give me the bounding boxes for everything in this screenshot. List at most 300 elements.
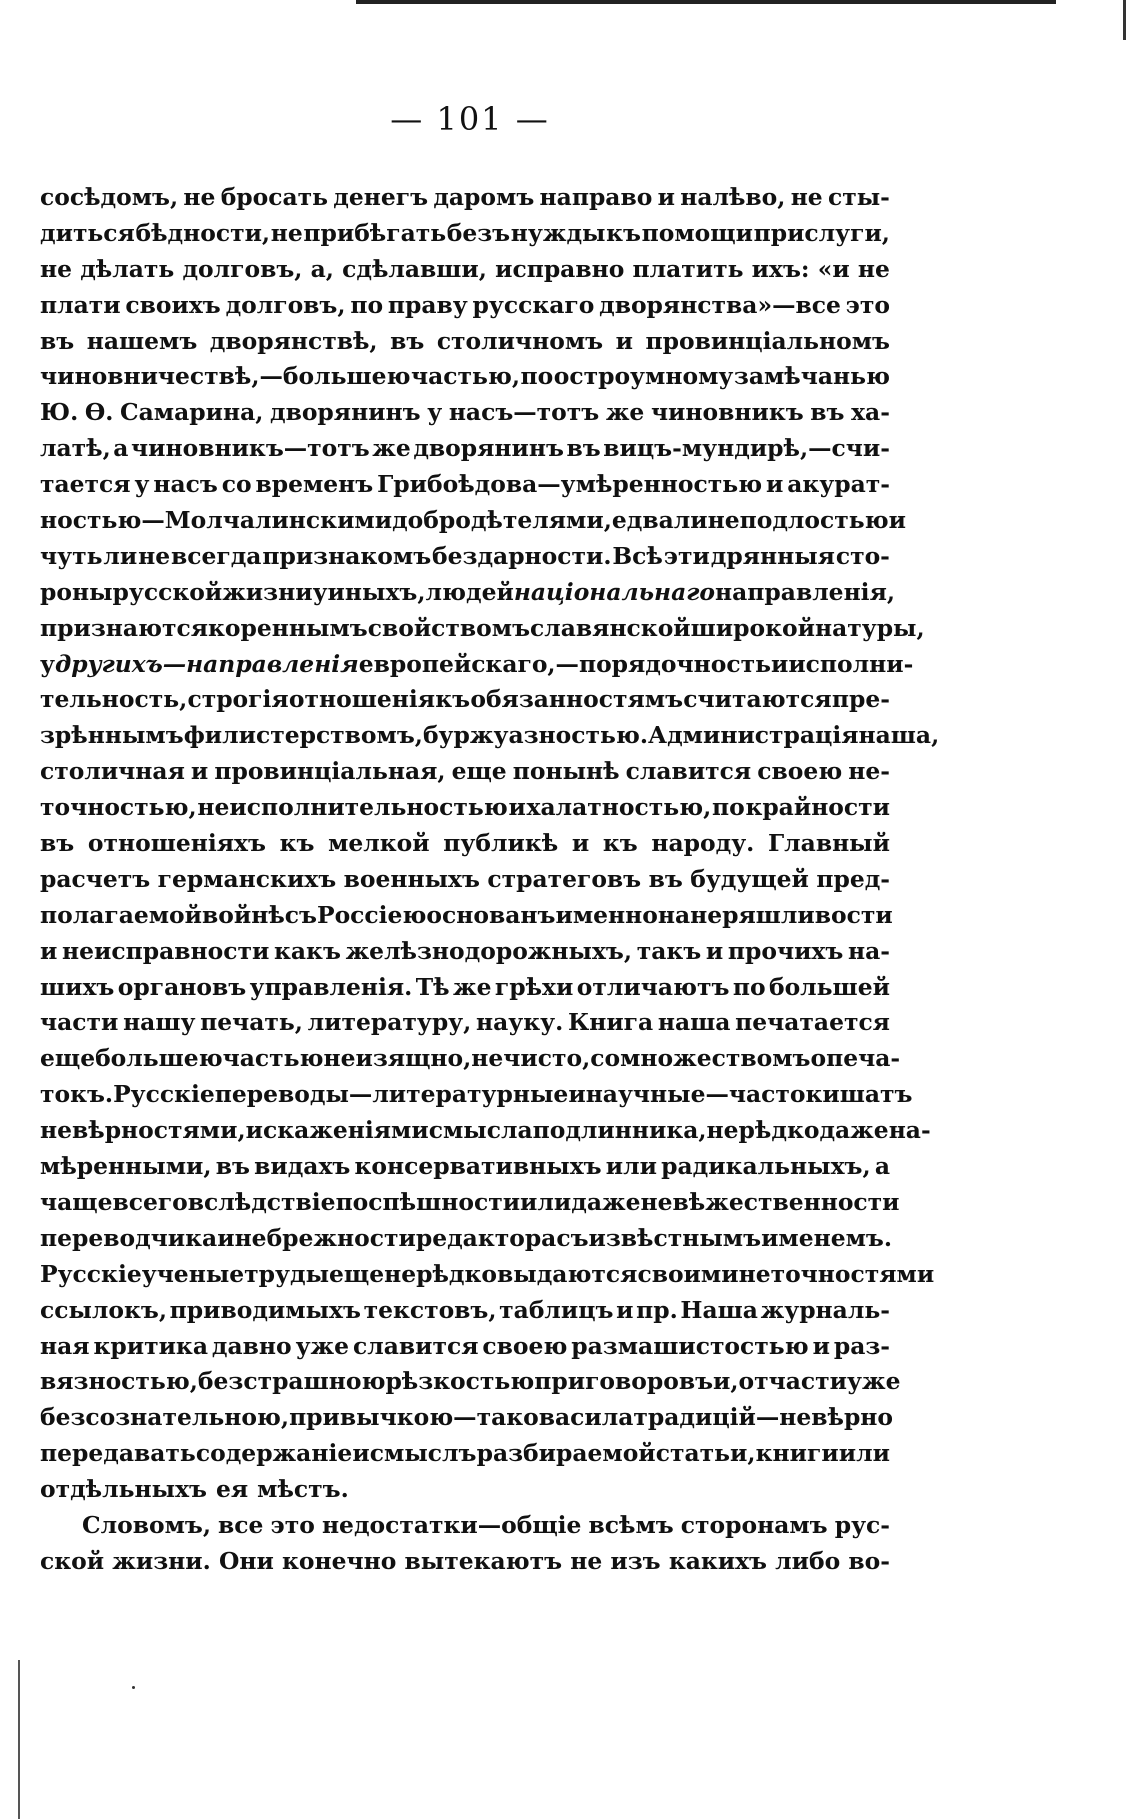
text-line xyxy=(40,934,890,970)
word: добродѣтелями, xyxy=(392,506,612,535)
word: Русскіе xyxy=(113,1080,215,1109)
word: «и xyxy=(817,254,850,283)
word: пред- xyxy=(816,864,890,893)
word: и xyxy=(770,649,789,678)
word: видахъ xyxy=(254,1152,351,1181)
word: поспѣшности xyxy=(335,1187,521,1216)
word: и xyxy=(571,829,590,858)
word: Самарина, xyxy=(120,398,264,427)
word: печать, xyxy=(200,1008,303,1037)
word: чиновникъ xyxy=(650,398,804,427)
word: органовъ xyxy=(117,972,247,1001)
word: смыслъ xyxy=(369,1439,477,1468)
word: большею xyxy=(95,1044,223,1073)
word: неточностями xyxy=(738,1259,935,1288)
word: акурат- xyxy=(787,470,890,499)
word: сила xyxy=(570,1403,634,1432)
word: это xyxy=(845,290,890,319)
text-line xyxy=(40,1113,931,1149)
word: замѣчанью xyxy=(733,362,890,391)
word: сты- xyxy=(827,183,890,211)
word: Администрація xyxy=(648,721,859,750)
word: своими xyxy=(637,1259,739,1288)
word: жизни. xyxy=(112,1546,211,1575)
word: содержаніе xyxy=(195,1439,353,1468)
word: провинціальная, xyxy=(214,757,446,786)
word: къ xyxy=(606,218,641,247)
word: у xyxy=(40,649,55,678)
word: отношенія xyxy=(288,685,436,714)
text-line xyxy=(40,359,890,395)
word: ная xyxy=(40,1331,90,1360)
word: эти xyxy=(663,541,710,570)
word: нерѣдко xyxy=(706,1116,820,1145)
word: или xyxy=(838,1439,890,1468)
word: русской xyxy=(112,577,223,606)
text-line xyxy=(40,647,914,683)
word: диться xyxy=(40,218,135,247)
word: такъ xyxy=(636,936,702,965)
word: со xyxy=(590,1044,621,1073)
word: халатностью, xyxy=(526,793,712,822)
word: труды xyxy=(244,1259,330,1288)
word: едва xyxy=(611,506,674,535)
word: въ xyxy=(215,1152,250,1181)
word: большей xyxy=(768,972,890,1001)
word: ли xyxy=(673,506,708,535)
word: долговъ, xyxy=(182,254,303,283)
word: славится xyxy=(352,1331,479,1360)
word: опеча- xyxy=(810,1044,901,1073)
word: грѣхи xyxy=(494,972,574,1001)
word: и xyxy=(616,1295,634,1324)
word: филистерствомъ, xyxy=(183,721,423,750)
page-number: — 101 — xyxy=(390,100,550,138)
word: русскаго xyxy=(472,290,595,319)
page-edge-mark xyxy=(1123,0,1126,40)
text-line xyxy=(40,575,895,611)
word: множествомъ xyxy=(620,1044,811,1073)
word: радикальныхъ, xyxy=(661,1152,871,1181)
word: въ xyxy=(648,864,683,893)
word: Главный xyxy=(768,829,890,858)
word: плати xyxy=(40,290,121,319)
word: Они xyxy=(218,1546,274,1575)
word: по xyxy=(350,290,384,319)
word: войнѣ xyxy=(202,900,285,929)
word: ха- xyxy=(851,398,890,427)
word: рѣзкостью xyxy=(385,1367,535,1396)
word: налѣво, xyxy=(680,183,786,211)
word: дрянныя xyxy=(710,541,835,570)
word: мѣренными, xyxy=(40,1152,212,1181)
text-line xyxy=(40,1221,893,1257)
word: и xyxy=(705,936,724,965)
word: наша, xyxy=(858,721,940,750)
word: насъ xyxy=(153,470,218,499)
word: по xyxy=(520,362,554,391)
word: стратеговъ xyxy=(487,864,642,893)
word: нашемъ xyxy=(86,326,198,355)
word: своею xyxy=(757,757,843,786)
word: мелкой xyxy=(328,829,430,858)
word: литературу, xyxy=(307,1008,472,1037)
word: свойствомъ xyxy=(367,613,531,642)
word: неряшливости xyxy=(690,900,893,929)
word: приговоровъ xyxy=(534,1367,714,1396)
word: неисполнительностью xyxy=(197,793,508,822)
word: у xyxy=(134,470,150,499)
word: дѣлать xyxy=(80,254,175,283)
word: не xyxy=(790,183,823,211)
word: и xyxy=(190,757,209,786)
word: строгія xyxy=(187,685,289,714)
word: мѣстъ. xyxy=(257,1475,349,1504)
word: книги xyxy=(755,1439,839,1468)
word: нерѣдко xyxy=(384,1259,497,1288)
word: раз- xyxy=(833,1331,890,1360)
word: и xyxy=(40,936,58,965)
word: тельность, xyxy=(40,685,188,714)
word: выдаются xyxy=(497,1259,638,1288)
word: не xyxy=(570,1546,603,1575)
word: къ xyxy=(279,829,315,858)
word: какихъ xyxy=(668,1546,767,1575)
word: нужды xyxy=(510,218,606,247)
word: всегда xyxy=(171,541,262,570)
text-line xyxy=(40,288,890,324)
word: журналь- xyxy=(760,1295,890,1324)
word: чиновничествѣ,—большею xyxy=(40,362,411,391)
text-line xyxy=(40,1005,890,1041)
word: Словомъ, xyxy=(82,1510,211,1539)
word: народу. xyxy=(651,829,755,858)
word: латѣ, xyxy=(40,434,111,463)
word: точностью, xyxy=(40,793,197,822)
word: чаще xyxy=(40,1187,113,1216)
word: зрѣннымъ xyxy=(40,721,184,750)
word: столичная xyxy=(40,757,185,786)
word: части xyxy=(40,1008,119,1037)
text-line xyxy=(40,682,890,718)
word: же xyxy=(605,398,645,427)
word: Русскіе xyxy=(40,1259,142,1288)
word: нашу xyxy=(123,1008,196,1037)
word: пре- xyxy=(831,685,890,714)
word: вицъ-мундирѣ,—счи- xyxy=(603,434,890,463)
word: натуры, xyxy=(814,613,925,642)
word: даже xyxy=(571,1187,641,1216)
word: не xyxy=(183,183,216,211)
word: науку. xyxy=(475,1008,564,1037)
word: научные—часто xyxy=(585,1080,806,1109)
word: отличаютъ xyxy=(576,972,730,1001)
word: бѣдности, xyxy=(135,218,271,247)
word: славится xyxy=(625,757,752,786)
word: сторонамъ xyxy=(680,1510,828,1539)
word: ли xyxy=(103,541,138,570)
text-line xyxy=(40,1400,894,1436)
text-line xyxy=(40,611,925,647)
word: это xyxy=(270,1510,315,1539)
word: на- xyxy=(888,1116,931,1145)
word: направо xyxy=(539,183,653,211)
text-line xyxy=(40,1149,890,1185)
word: невѣжественности xyxy=(640,1187,900,1216)
word: нечисто, xyxy=(471,1044,591,1073)
word: рус- xyxy=(834,1510,890,1539)
word: ссылокъ, xyxy=(40,1295,168,1324)
text-line xyxy=(40,1329,890,1365)
word: или xyxy=(520,1187,572,1216)
word: Россіею xyxy=(316,900,427,929)
word: остроумному xyxy=(553,362,734,391)
word: сдѣлавши, xyxy=(342,254,487,283)
word: и xyxy=(508,793,526,822)
word: давно xyxy=(211,1331,292,1360)
word: роны xyxy=(40,577,113,606)
word: шихъ xyxy=(40,972,115,1001)
text-line xyxy=(40,790,890,826)
word: денегъ xyxy=(333,183,429,211)
word: искаженіями xyxy=(245,1116,429,1145)
word: бросать xyxy=(220,183,329,211)
text-line xyxy=(40,1293,890,1329)
word: публикѣ xyxy=(443,829,559,858)
text-line xyxy=(40,1508,890,1544)
word: какъ xyxy=(274,936,341,965)
word: передавать xyxy=(40,1439,196,1468)
scan-edge-line xyxy=(18,1660,20,1819)
word: печатается xyxy=(735,1008,890,1037)
text-line xyxy=(40,324,890,360)
word: ностью—Молчалинскими xyxy=(40,506,393,535)
word: тается xyxy=(40,470,131,499)
word: основанъ xyxy=(426,900,556,929)
word: понынѣ xyxy=(512,757,620,786)
word: неизящно, xyxy=(323,1044,472,1073)
top-rule xyxy=(356,0,1056,4)
word: отдѣльныхъ xyxy=(40,1475,207,1504)
word: не xyxy=(138,541,171,570)
word: привычкою—такова xyxy=(289,1403,571,1432)
word: отчасти xyxy=(738,1367,847,1396)
word: людей xyxy=(425,577,514,606)
word: переводчика xyxy=(40,1223,218,1252)
word: ской xyxy=(40,1546,105,1575)
text-line xyxy=(40,1185,900,1221)
word: именемъ. xyxy=(761,1223,893,1252)
word: Грибоѣдова—умѣренностью xyxy=(377,470,763,499)
word: сосѣдомъ, xyxy=(40,183,179,211)
word: размашистостью xyxy=(571,1331,809,1360)
word: дворянствѣ, xyxy=(209,326,378,355)
text-line xyxy=(40,180,890,216)
word: Наша xyxy=(680,1295,758,1324)
word: европейскаго,—порядочность xyxy=(358,649,771,678)
word: наша xyxy=(657,1008,731,1037)
word: подлинника, xyxy=(532,1116,707,1145)
word: по xyxy=(711,793,745,822)
word: праву xyxy=(387,290,468,319)
word: управленія. xyxy=(249,972,413,1001)
word: бездарности. xyxy=(432,541,612,570)
word: вытекаютъ xyxy=(404,1546,563,1575)
word: и xyxy=(812,1331,830,1360)
word: всѣмъ xyxy=(588,1510,674,1539)
word: еще xyxy=(40,1044,96,1073)
word: платить xyxy=(632,254,744,283)
word: признаются xyxy=(40,613,209,642)
word: извѣстнымъ xyxy=(588,1223,762,1252)
word: съ xyxy=(556,1223,589,1252)
word: частью, xyxy=(410,362,520,391)
word: другихъ—направленія xyxy=(54,649,359,678)
text-line xyxy=(40,1257,935,1293)
word: разбираемой xyxy=(476,1439,656,1468)
word: отношеніяхъ xyxy=(87,829,266,858)
text-line xyxy=(40,216,890,252)
word: Книга xyxy=(567,1008,654,1037)
word: и xyxy=(352,1439,370,1468)
word: съ xyxy=(284,900,317,929)
word: безстрашною xyxy=(197,1367,386,1396)
word: смысла xyxy=(428,1116,533,1145)
word: со xyxy=(221,470,252,499)
text-line xyxy=(40,862,890,898)
word: не xyxy=(857,254,890,283)
word: редактора xyxy=(415,1223,557,1252)
body-text xyxy=(40,180,940,1580)
word: консервативныхъ xyxy=(354,1152,602,1181)
scan-speck xyxy=(132,1686,135,1689)
word: кореннымъ xyxy=(208,613,368,642)
word: изъ xyxy=(610,1546,661,1575)
word: кишатъ xyxy=(805,1080,913,1109)
word: недостатки—общіе xyxy=(321,1510,582,1539)
text-line xyxy=(40,395,890,431)
word: и xyxy=(615,326,633,355)
word: Ѳ. xyxy=(84,398,114,427)
word: а xyxy=(874,1152,890,1181)
word: не xyxy=(40,254,73,283)
word: подлостью xyxy=(739,506,889,535)
word: исполни- xyxy=(788,649,914,678)
text-line xyxy=(40,1544,890,1580)
word: полагаемой xyxy=(40,900,203,929)
word: провинціальномъ xyxy=(645,326,890,355)
word: не xyxy=(707,506,740,535)
word: не- xyxy=(848,757,890,786)
word: вязностью, xyxy=(40,1367,198,1396)
text-line xyxy=(40,467,890,503)
word: на xyxy=(657,900,691,929)
word: таблицъ xyxy=(499,1295,614,1324)
word: въ xyxy=(810,398,845,427)
word: ихъ: xyxy=(751,254,810,283)
word: и xyxy=(657,183,675,211)
text-line xyxy=(40,718,940,754)
word: направленія, xyxy=(715,577,895,606)
word: по xyxy=(732,972,766,1001)
word: къ xyxy=(435,685,471,714)
word: традицій—невѣрно xyxy=(633,1403,894,1432)
word: дворянинъ xyxy=(413,434,564,463)
word: или xyxy=(605,1152,657,1181)
word: у xyxy=(312,577,328,606)
word: и xyxy=(217,1223,235,1252)
word: и xyxy=(765,470,784,499)
word: военныхъ xyxy=(343,864,480,893)
text-line xyxy=(40,252,890,288)
word: чиновникъ—тотъ xyxy=(131,434,370,463)
word: и xyxy=(568,1080,586,1109)
word: всего xyxy=(112,1187,188,1216)
word: либо xyxy=(775,1546,841,1575)
word: прибѣгать xyxy=(303,218,447,247)
word: частью xyxy=(222,1044,324,1073)
word: еще xyxy=(451,757,507,786)
word: вслѣдствіе xyxy=(187,1187,336,1216)
word: же xyxy=(372,434,411,463)
word: прочихъ xyxy=(727,936,844,965)
word: текстовъ, xyxy=(363,1295,497,1324)
word: столичномъ xyxy=(436,326,604,355)
word: критика xyxy=(93,1331,208,1360)
word: именно xyxy=(555,900,658,929)
word: къ xyxy=(602,829,638,858)
word: расчетъ xyxy=(40,864,151,893)
word: жизни xyxy=(222,577,313,606)
word: у xyxy=(427,398,443,427)
word: ея xyxy=(215,1475,249,1504)
word: въ xyxy=(40,829,75,858)
text-line xyxy=(40,1436,890,1472)
word: въ xyxy=(390,326,425,355)
word: на- xyxy=(848,936,890,965)
text-line xyxy=(40,503,906,539)
word: крайности xyxy=(745,793,890,822)
text-line xyxy=(40,1472,890,1508)
text-line xyxy=(40,539,890,575)
word: не xyxy=(270,218,303,247)
word: буржуазностью. xyxy=(422,721,649,750)
word: еще xyxy=(329,1259,385,1288)
word: токъ. xyxy=(40,1080,114,1109)
word: уже xyxy=(295,1331,350,1360)
word: прислуги, xyxy=(753,218,890,247)
word: Тѣ xyxy=(415,972,450,1001)
word: дворянства»—все xyxy=(599,290,841,319)
word: неисправности xyxy=(62,936,270,965)
word: исправно xyxy=(495,254,625,283)
word: обязанностямъ xyxy=(470,685,684,714)
word: ученые xyxy=(141,1259,245,1288)
word: же xyxy=(452,972,492,1001)
word: чуть xyxy=(40,541,103,570)
text-line xyxy=(40,1077,913,1113)
word: приводимыхъ xyxy=(169,1295,361,1324)
word: сто- xyxy=(835,541,890,570)
word: статьи, xyxy=(655,1439,756,1468)
word: признакомъ xyxy=(262,541,432,570)
word: все xyxy=(218,1510,264,1539)
word: уже xyxy=(847,1367,901,1396)
word: безсознательною, xyxy=(40,1403,290,1432)
word: а xyxy=(113,434,129,463)
word: будущей xyxy=(690,864,809,893)
word: пр. xyxy=(636,1295,678,1324)
